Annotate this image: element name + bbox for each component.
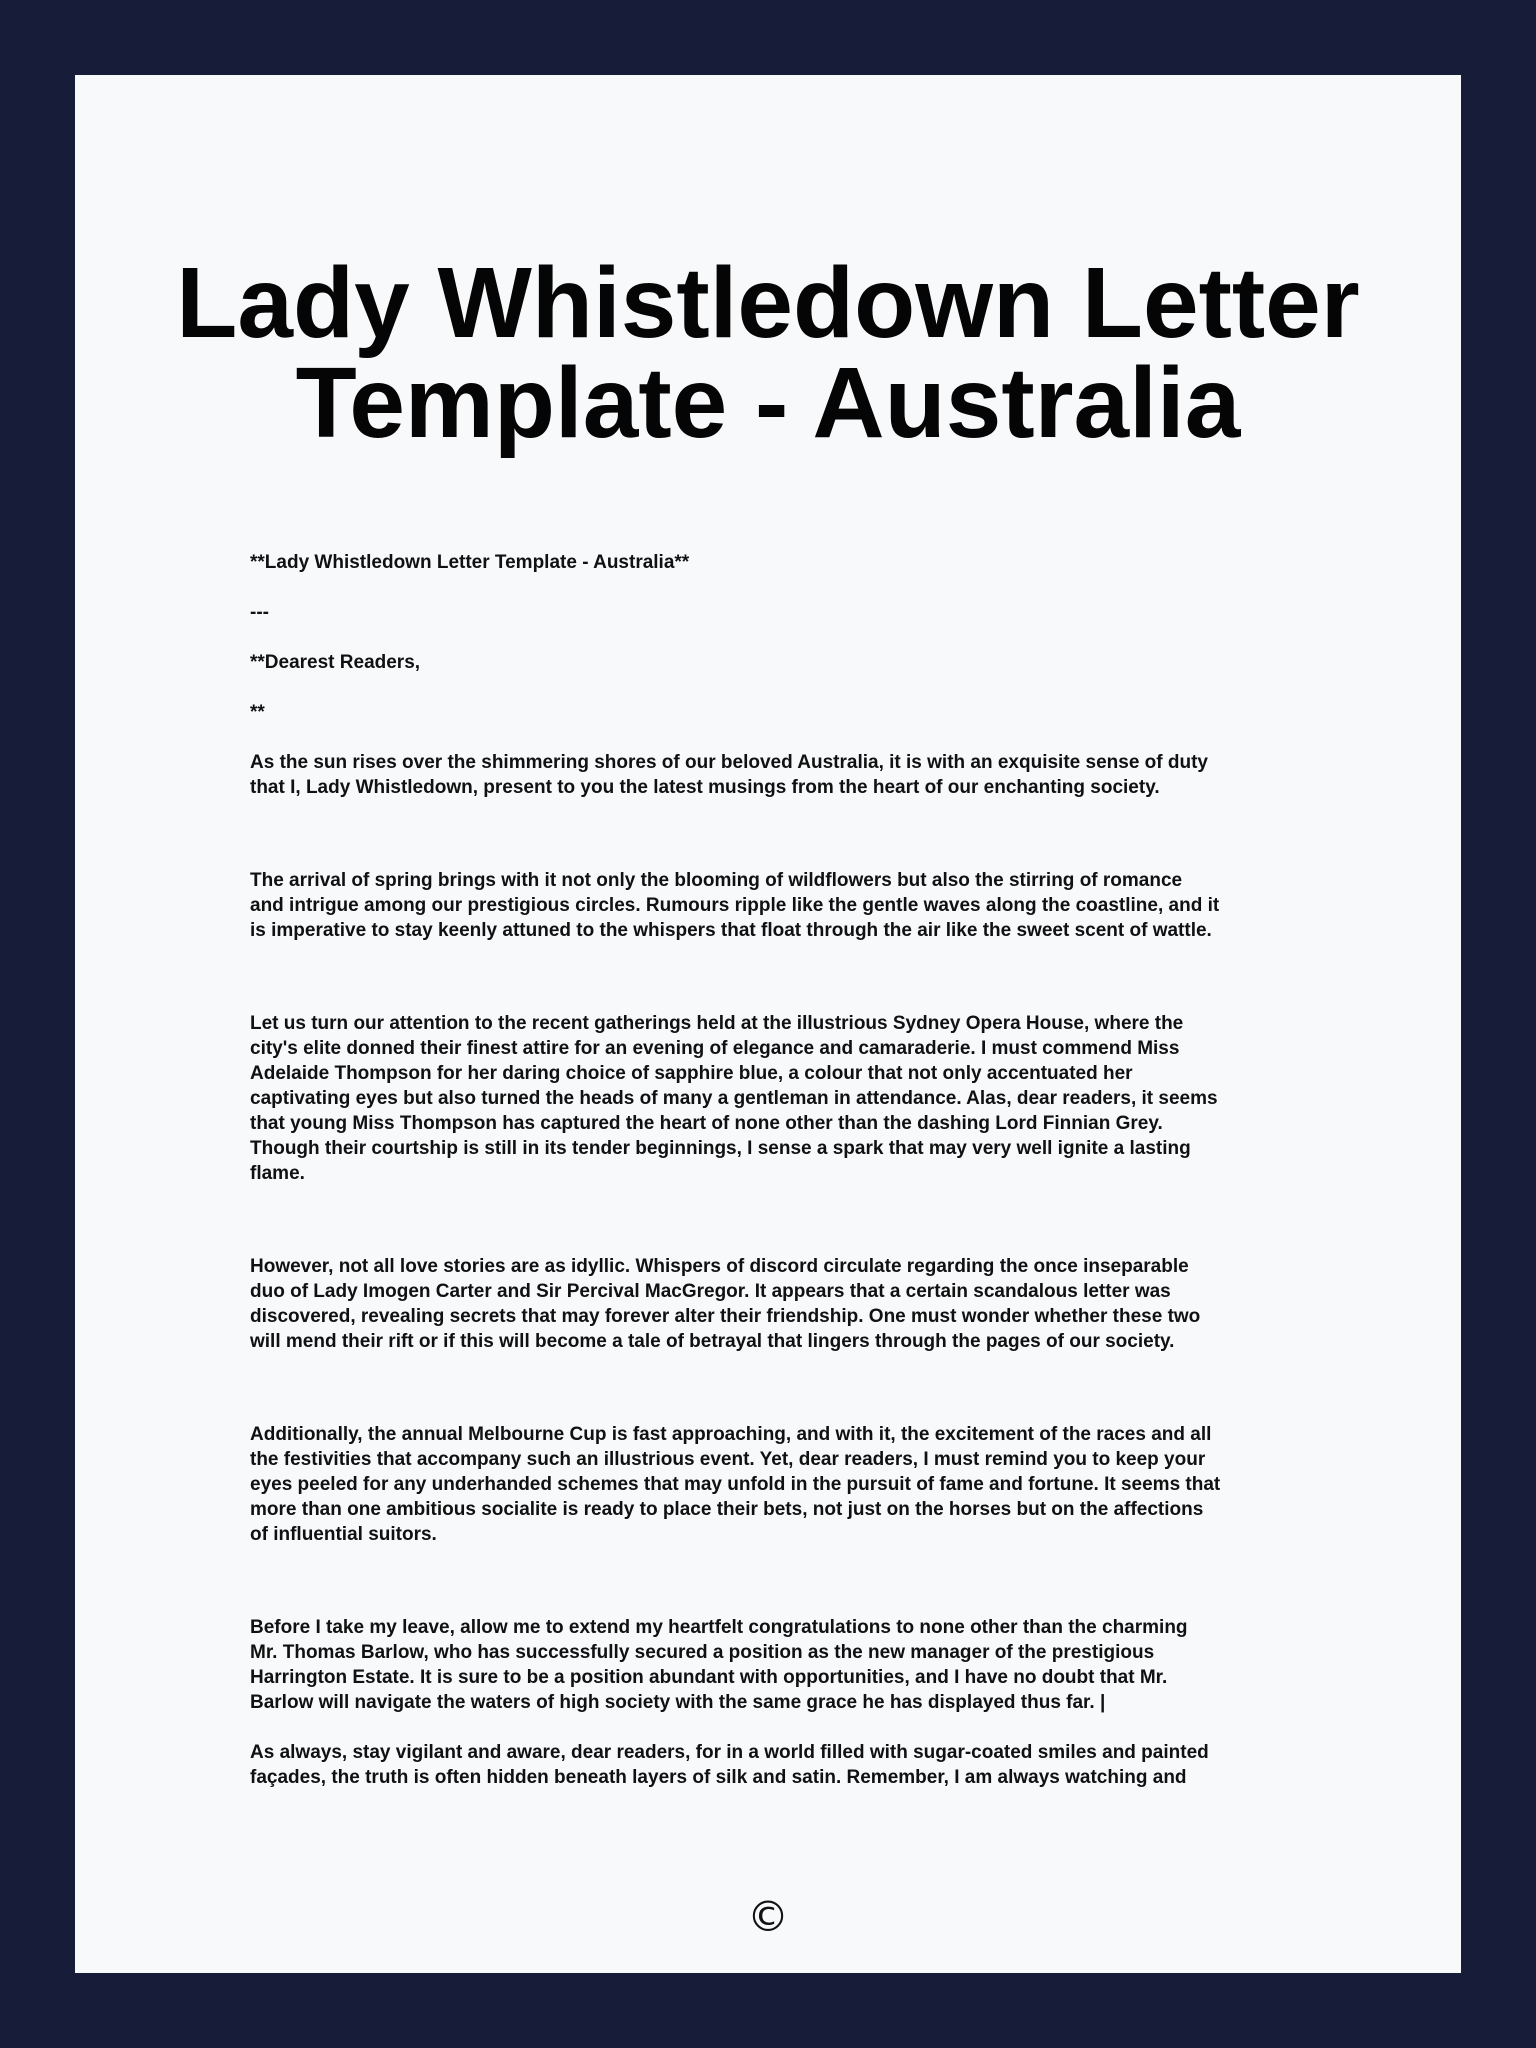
page-title: Lady Whistledown Letter Template - Australia: [176, 247, 1360, 459]
paragraph-7: As always, stay vigilant and aware, dear readers, for in a world filled with sugar-coated smiles and painted façades, the truth is often hidden beneath layers of silk and satin. Remember, I am always watching and: [250, 1742, 1209, 1788]
paragraph-4: However, not all love stories are as idyllic. Whispers of discord circulate regarding the once inseparable duo of Lady Imogen Carter and Sir Percival MacGregor. It appears that a certain scandalous letter was discovered, revealing secrets that may forever alter their friendship. One must wonder whether these two will mend their rift or if this will become a tale of betrayal that lingers through the pages of our society.: [250, 1256, 1201, 1352]
salutation: **Dearest Readers,: [250, 652, 421, 673]
salutation-close: **: [250, 702, 265, 723]
separator: ---: [250, 602, 269, 623]
header-line: **Lady Whistledown Letter Template - Australia**: [250, 552, 690, 573]
letter-body: [250, 550, 1290, 1900]
paragraph-5: Additionally, the annual Melbourne Cup is fast approaching, and with it, the excitement of the races and all the festivities that accompany such an illustrious event. Yet, dear readers, I must remind you to keep your eyes peeled for any underhanded schemes that may unfold in the pursuit of fame and fortune. It seems that more than one ambitious socialite is ready to place their bets, not just on the horses but on the affections of influential suitors.: [250, 1424, 1221, 1545]
paragraph-2: The arrival of spring brings with it not only the blooming of wildflowers but also the stirring of romance and intrigue among our prestigious circles. Rumours ripple like the gentle waves along the coastline, and it is imperative to stay keenly attuned to the whispers that float through the air like the sweet scent of wattle.: [250, 870, 1220, 941]
document-page: [75, 75, 1461, 1973]
copyright-icon: ©: [747, 1892, 789, 1941]
paragraph-3: Let us turn our attention to the recent gatherings held at the illustrious Sydney Opera House, where the city's elite donned their finest attire for an evening of elegance and camaraderie. I must commend Miss Adelaide Thompson for her daring choice of sapphire blue, a colour that not only accentuated her captivating eyes but also turned the heads of many a gentleman in attendance. Alas, dear readers, it seems that young Miss Thompson has captured the heart of none other than the dashing Lord Finnian Grey. Though their courtship is still in its tender beginnings, I sense a spark that may very well ignite a lasting flame.: [250, 1013, 1218, 1184]
paragraph-6: Before I take my leave, allow me to extend my heartfelt congratulations to none other than the charming Mr. Thomas Barlow, who has successfully secured a position as the new manager of the prestigious Harrington Estate. It is sure to be a position abundant with opportunities, and I have no doubt that Mr. Barlow will navigate the waters of high society with the same grace he has displayed thus far. |: [250, 1617, 1188, 1713]
paragraph-1: As the sun rises over the shimmering shores of our beloved Australia, it is with an exquisite sense of duty that I, Lady Whistledown, present to you the latest musings from the heart of our enchanting society.: [250, 752, 1208, 798]
